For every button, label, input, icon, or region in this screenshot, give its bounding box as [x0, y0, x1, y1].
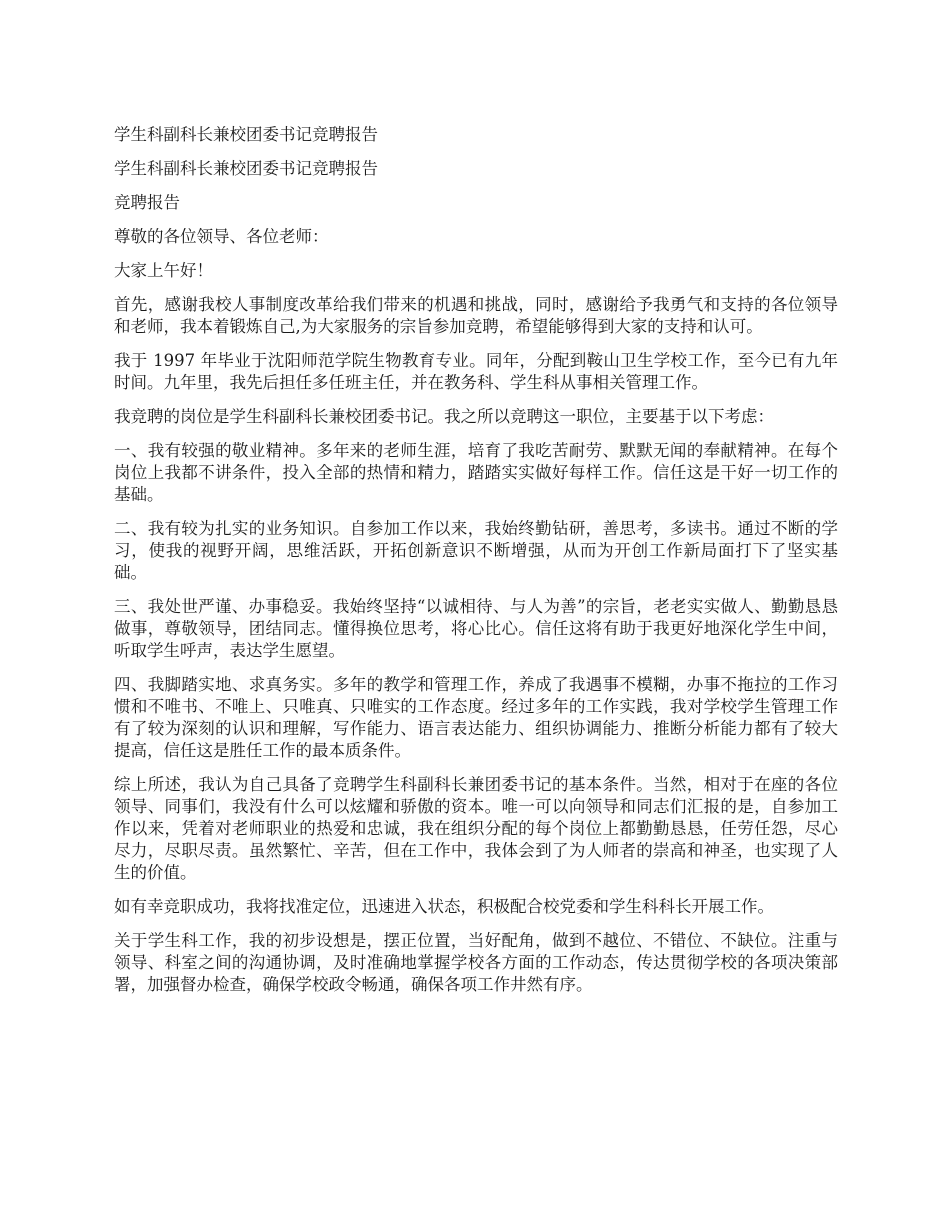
paragraph-point-3: 三、我处世严谨、办事稳妥。我始终坚持“以诚相待、与人为善”的宗旨，老老实实做人、勤勤恳恳做事，尊敬领导，团结同志。懂得换位思考，将心比心。信任这将有助于我更好地深化学生中间，听取学生呼声，表达学生愿望。 [114, 597, 838, 660]
paragraph-position: 我竞聘的岗位是学生科副科长兼校团委书记。我之所以竞聘这一职位，主要基于以下考虑： [114, 407, 774, 426]
paragraph-point-2: 二、我有较为扎实的业务知识。自参加工作以来，我始终勤钻研，善思考，多读书。通过不断的学习，使我的视野开阔，思维活跃，开拓创新意识不断增强，从而为开创工作新局面打下了坚实基础。 [114, 519, 838, 582]
document-heading: 竞聘报告 [114, 193, 180, 212]
paragraph-point-1: 一、我有较强的敬业精神。多年来的老师生涯，培育了我吃苦耐劳、默默无闻的奉献精神。在每个岗位上我都不讲条件，投入全部的热情和精力，踏踏实实做好每样工作。信任这是干好一切工作的基础。 [114, 441, 838, 504]
paragraph-summary: 综上所述，我认为自己具备了竞聘学生科副科长兼团委书记的基本条件。当然，相对于在座的各位领导、同事们，我没有什么可以炫耀和骄傲的资本。唯一可以向领导和同志们汇报的是，自参加工作以来，凭着对老师职业的热爱和忠诚，我在组织分配的每个岗位上都勤勤恳恳，任劳任怨，尽心尽力，尽职尽责。虽然繁忙、辛苦，但在工作中，我体会到了为人师者的崇高和神圣，也实现了人生的价值。 [114, 775, 838, 882]
document-title: 学生科副科长兼校团委书记竞聘报告 [114, 125, 378, 144]
paragraph-point-4: 四、我脚踏实地、求真务实。多年的教学和管理工作，养成了我遇事不模糊，办事不拖拉的工作习惯和不唯书、不唯上、只唯真、只唯实的工作态度。经过多年的工作实践，我对学校学生管理工作有了较为深刻的认识和理解，写作能力、语言表达能力、组织协调能力、推断分析能力都有了较大提高，信任这是胜任工作的最本质条件。 [114, 675, 838, 760]
greeting: 大家上午好！ [114, 261, 213, 280]
paragraph-intro: 首先，感谢我校人事制度改革给我们带来的机遇和挑战，同时，感谢给予我勇气和支持的各位领导和老师，我本着锻炼自己,为大家服务的宗旨参加竞聘，希望能够得到大家的支持和认可。 [114, 295, 838, 336]
paragraph-background: 我于 1997 年毕业于沈阳师范学院生物教育专业。同年，分配到鞍山卫生学校工作，至今已有九年时间。九年里，我先后担任多任班主任，并在教务科、学生科从事相关管理工作。 [114, 351, 838, 392]
document-page [114, 124, 838, 1008]
salutation: 尊敬的各位领导、各位老师： [114, 227, 329, 246]
paragraph-plan: 关于学生科工作，我的初步设想是，摆正位置，当好配角，做到不越位、不错位、不缺位。注重与领导、科室之间的沟通协调，及时准确地掌握学校各方面的工作动态，传达贯彻学校的各项决策部署，加强督办检查，确保学校政令畅通，确保各项工作井然有序。 [114, 931, 838, 994]
paragraph-commitment: 如有幸竞职成功，我将找准定位，迅速进入状态，积极配合校党委和学生科科长开展工作。 [114, 897, 774, 916]
document-subtitle: 学生科副科长兼校团委书记竞聘报告 [114, 159, 378, 178]
